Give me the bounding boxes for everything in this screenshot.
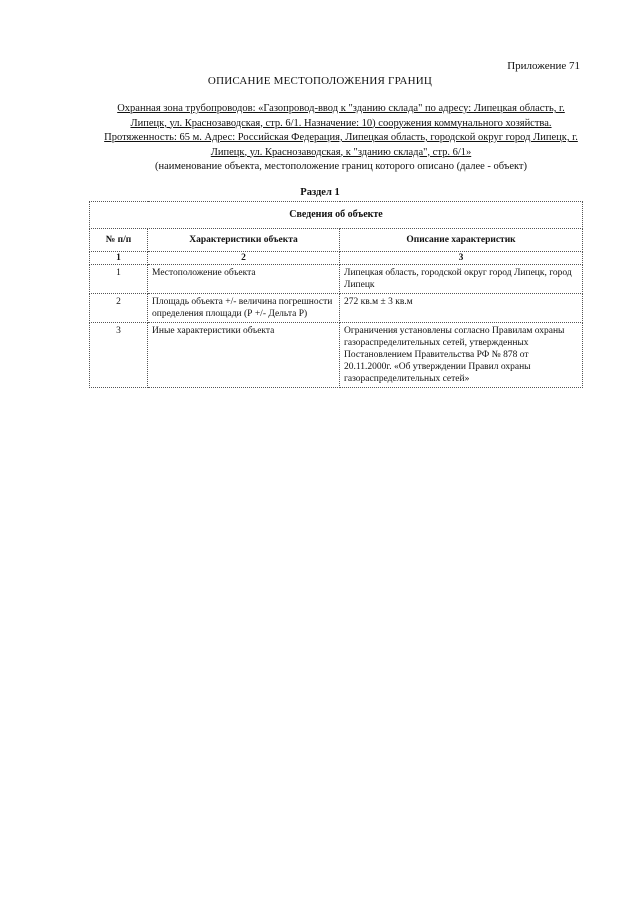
row-number: 3 <box>90 323 148 388</box>
row-description: 272 кв.м ± 3 кв.м <box>340 294 583 323</box>
row-number: 2 <box>90 294 148 323</box>
document-title: ОПИСАНИЕ МЕСТОПОЛОЖЕНИЯ ГРАНИЦ <box>207 75 433 87</box>
column-index: 1 <box>90 252 148 265</box>
table-row <box>90 265 583 294</box>
column-index: 3 <box>340 252 583 265</box>
object-description: Охранная зона трубопроводов: «Газопровод-ввод к "зданию склада" по адресу: Липецкая область, г. Липецк, ул. Краснозаводская, стр. 6/1. Назначение: 10) сооружения коммунального хозяйства. Протяженность: 65 м. Адрес: Российская Федерация, Липецкая область, городской округ город Липецк, г. Липецк, ул. Краснозаводская, к "зданию склада", стр. 6/1» <box>104 103 578 158</box>
row-description: Ограничения установлены согласно Правилам охраны газораспределительных сетей, утвержденных Постановлением Правительства РФ № 878 от 20.11.2000г. «Об утверждении Правил охраны газораспределительных сетей» <box>340 323 583 388</box>
column-index-row <box>90 252 583 265</box>
object-description-caption: (наименование объекта, местоположение границ которого описано (далее - объект) <box>154 161 528 172</box>
table-row <box>90 323 583 388</box>
section-label: Раздел 1 <box>300 187 340 198</box>
object-info-table <box>89 201 583 388</box>
row-characteristic: Площадь объекта +/- величина погрешности определения площади (Р +/- Дельта Р) <box>148 294 340 323</box>
column-index: 2 <box>148 252 340 265</box>
row-number: 1 <box>90 265 148 294</box>
table-caption: Сведения об объекте <box>90 202 583 229</box>
header-description: Описание характеристик <box>340 229 583 252</box>
header-characteristic: Характеристики объекта <box>148 229 340 252</box>
row-description: Липецкая область, городской округ город Липецк, город Липецк <box>340 265 583 294</box>
row-characteristic: Местоположение объекта <box>148 265 340 294</box>
row-characteristic: Иные характеристики объекта <box>148 323 340 388</box>
table-row <box>90 294 583 323</box>
header-number: № п/п <box>90 229 148 252</box>
appendix-label: Приложение 71 <box>507 60 580 72</box>
object-description-block <box>100 102 582 175</box>
